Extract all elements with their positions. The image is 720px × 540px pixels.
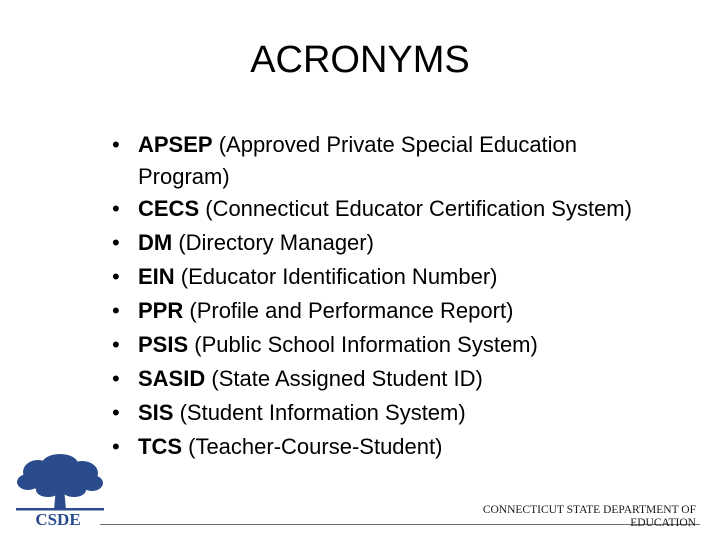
acronym-item-tcs [112, 430, 702, 464]
acronym-definition: (Directory Manager) [172, 230, 374, 255]
acronym-term: TCS [138, 434, 182, 459]
bullet-icon: • [112, 264, 120, 289]
footer-organization [483, 504, 696, 530]
acronym-term: APSEP [138, 132, 213, 157]
tree-icon [16, 454, 104, 511]
acronym-term: PPR [138, 298, 184, 323]
acronym-definition-continued: Program) [138, 164, 230, 189]
acronym-definition: (Educator Identification Number) [174, 264, 498, 289]
acronym-item-sasid [112, 362, 702, 396]
acronym-term: DM [138, 230, 173, 255]
bullet-icon: • [112, 400, 120, 425]
acronym-term: EIN [138, 264, 175, 289]
acronym-term: PSIS [138, 332, 189, 357]
bullet-icon: • [112, 434, 120, 459]
bullet-icon: • [112, 298, 120, 323]
acronym-definition: (Teacher-Course-Student) [182, 434, 443, 459]
acronym-item-ein [112, 260, 702, 294]
acronym-definition: (Profile and Performance Report) [183, 298, 514, 323]
bullet-icon: • [112, 132, 120, 157]
acronym-item-sis [112, 396, 702, 430]
acronym-definition: (Student Information System) [173, 400, 466, 425]
acronym-item-dm [112, 226, 702, 260]
bullet-icon: • [112, 196, 120, 221]
csde-logo [14, 452, 106, 528]
acronym-definition: (Approved Private Special Education [212, 132, 578, 157]
footer-line-1: CONNECTICUT STATE DEPARTMENT OF [482, 504, 696, 516]
acronym-item-ppr [112, 294, 702, 328]
footer-line-2: EDUCATION [630, 517, 696, 529]
slide-title: ACRONYMS [250, 39, 470, 81]
logo-text: CSDE [35, 510, 81, 528]
acronym-definition: (Public School Information System) [188, 332, 538, 357]
acronym-definition: (Connecticut Educator Certification System) [199, 196, 632, 221]
acronym-term: SIS [138, 400, 174, 425]
acronym-item-psis [112, 328, 702, 362]
acronym-list [112, 128, 702, 464]
acronym-item-cecs [112, 192, 702, 226]
bullet-icon: • [112, 332, 120, 357]
acronym-item-apsep [112, 128, 702, 192]
bullet-icon: • [112, 230, 120, 255]
bullet-icon: • [112, 366, 120, 391]
acronym-definition: (State Assigned Student ID) [205, 366, 483, 391]
acronym-term: CECS [138, 196, 200, 221]
acronym-term: SASID [138, 366, 206, 391]
